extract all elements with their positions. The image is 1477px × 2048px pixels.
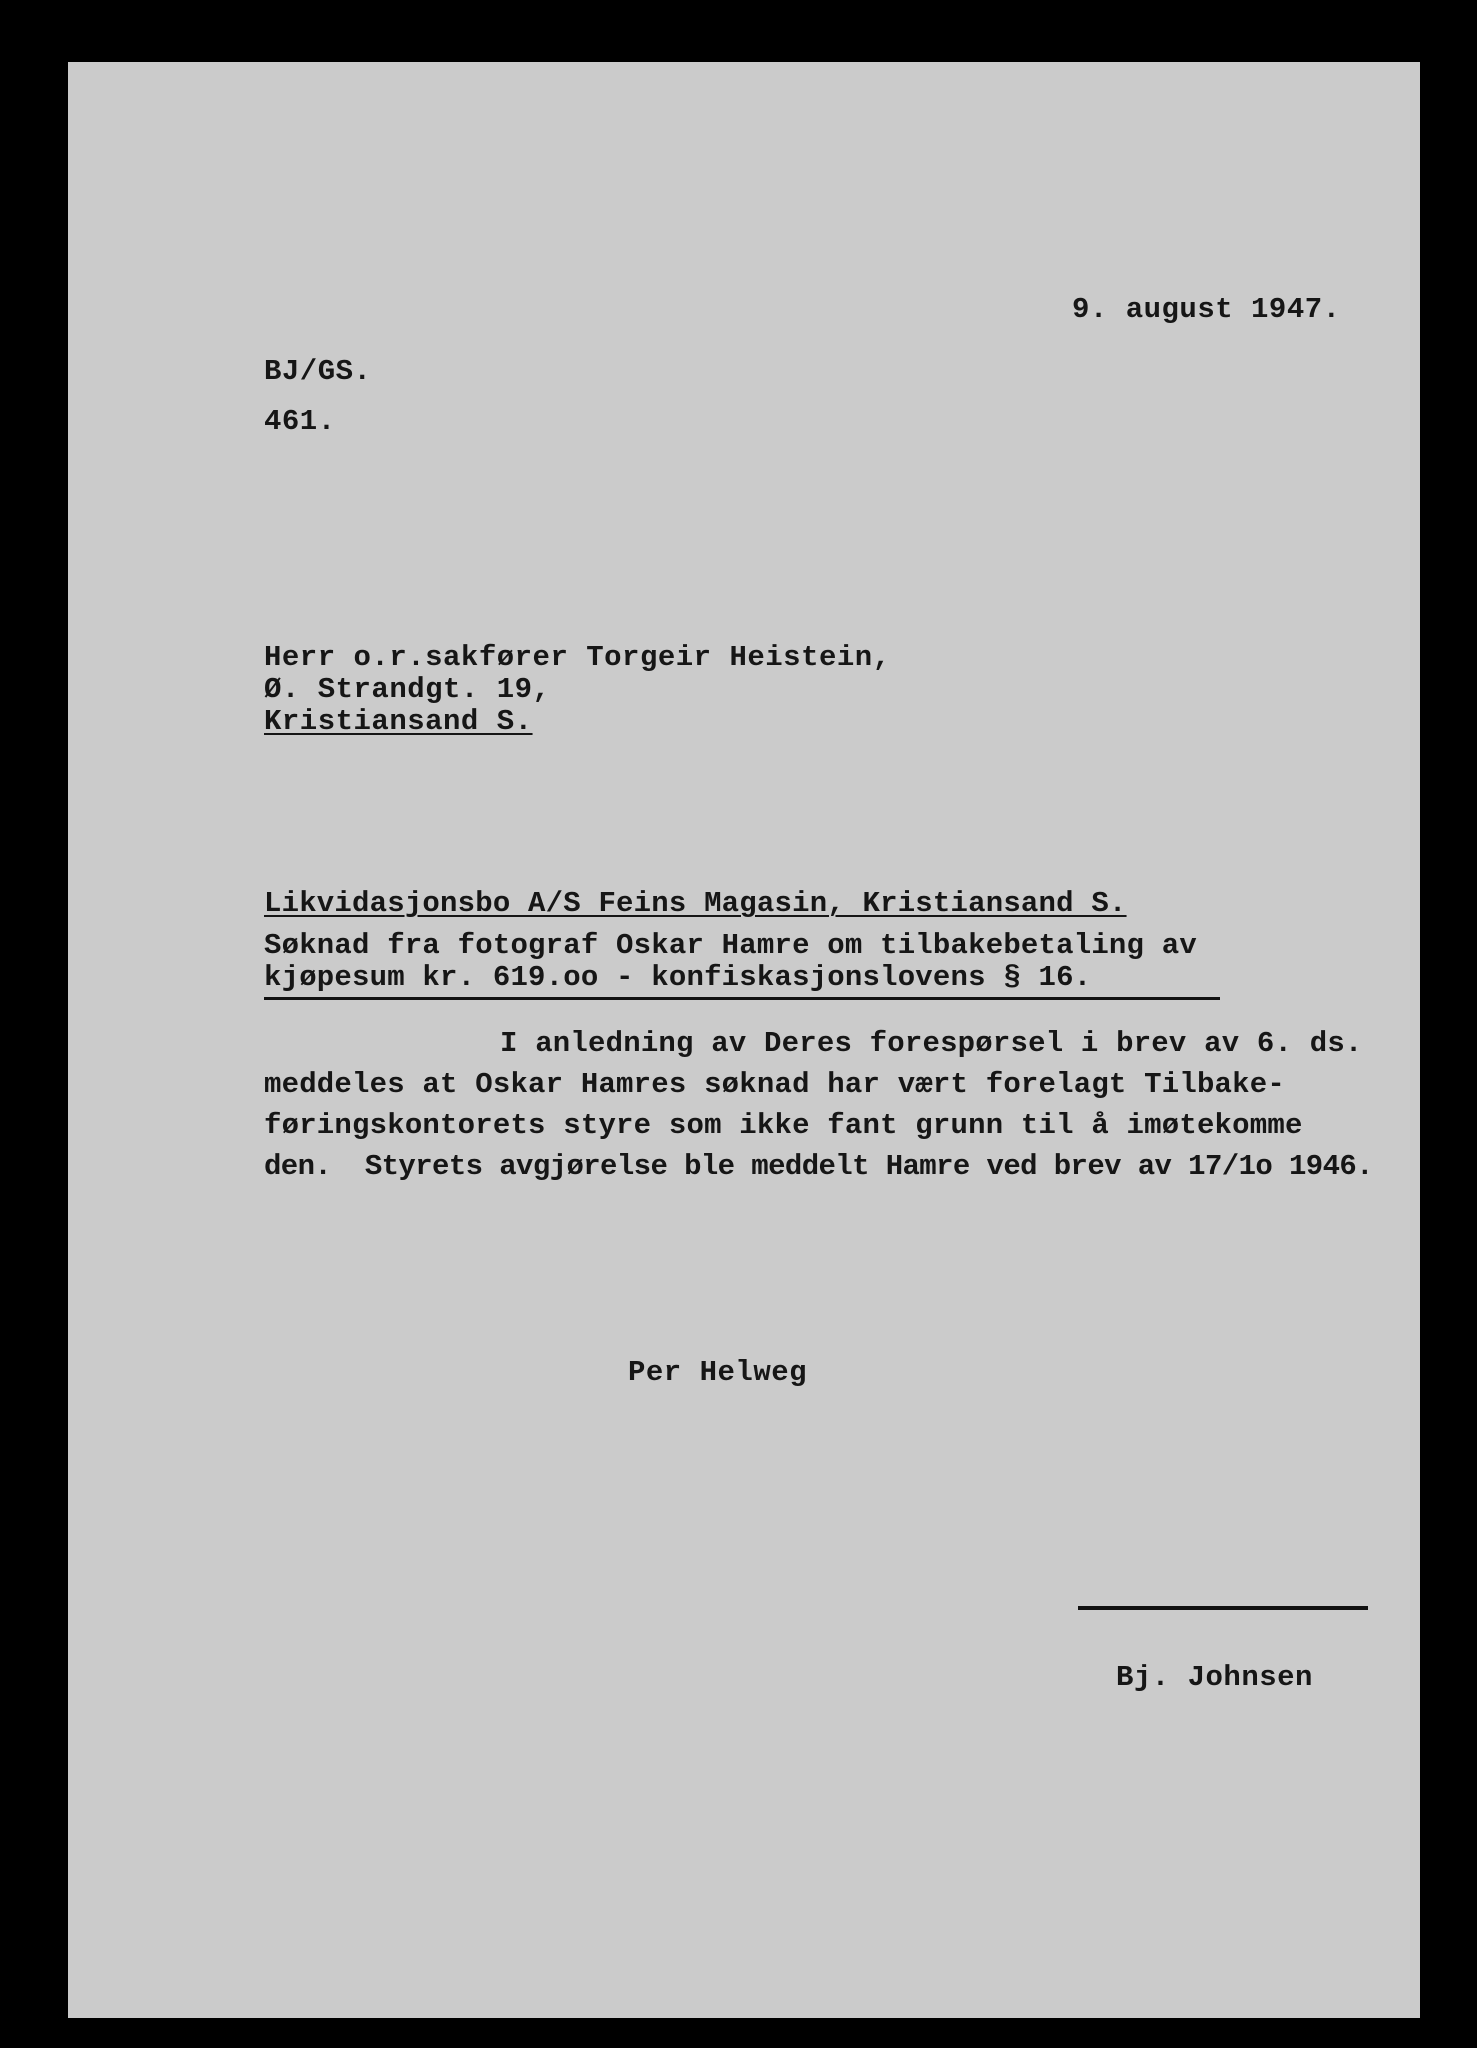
reference-initials: BJ/GS.	[264, 355, 372, 388]
subject-line: kjøpesum kr. 619.oo - konfiskasjonslovens § 16.	[264, 961, 1092, 994]
recipient-city: Kristiansand S.	[264, 705, 533, 738]
letter-date: 9. august 1947.	[1072, 293, 1341, 326]
reference-number: 461.	[264, 405, 336, 438]
subject-line: Likvidasjonsbo A/S Feins Magasin, Kristiansand S.	[264, 887, 1127, 920]
letter-page	[68, 62, 1420, 2018]
signatory-name: Per Helweg	[628, 1356, 808, 1389]
body-line: meddeles at Oskar Hamres søknad har vært forelagt Tilbake-	[264, 1068, 1285, 1101]
signature-line	[1078, 1606, 1368, 1610]
body-line: den. Styrets avgjørelse ble meddelt Hamre ved brev av 17/1o 1946.	[264, 1150, 1373, 1183]
subject-underline	[264, 997, 1220, 1000]
countersignatory-name: Bj. Johnsen	[1116, 1661, 1313, 1694]
body-line: I anledning av Deres forespørsel i brev av 6. ds.	[500, 1027, 1363, 1060]
recipient-line: Herr o.r.sakfører Torgeir Heistein,	[264, 641, 891, 674]
body-line: føringskontorets styre som ikke fant grunn til å imøtekomme	[264, 1109, 1303, 1142]
recipient-line: Ø. Strandgt. 19,	[264, 673, 551, 706]
subject-line: Søknad fra fotograf Oskar Hamre om tilbakebetaling av	[264, 929, 1197, 962]
